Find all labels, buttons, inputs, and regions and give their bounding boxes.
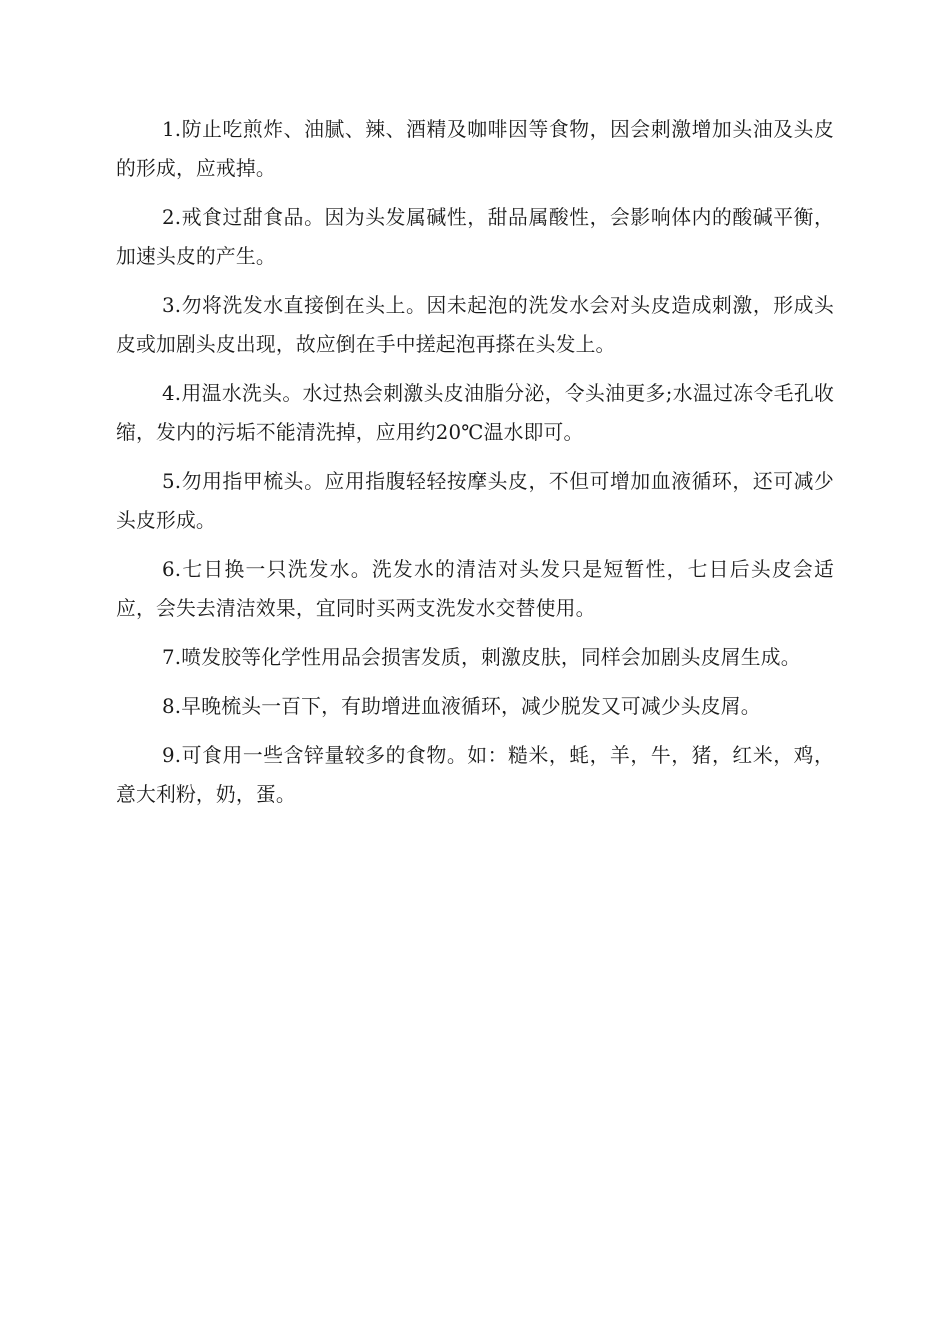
paragraph-tip-1: 1.防止吃煎炸、油腻、辣、酒精及咖啡因等食物，因会刺激增加头油及头皮的形成，应戒掉。 (116, 118, 834, 180)
paragraph-tip-9: 9.可食用一些含锌量较多的食物。如：糙米，蚝，羊，牛，猪，红米，鸡，意大利粉，奶，蛋。 (116, 744, 834, 806)
paragraph-tip-3: 3.勿将洗发水直接倒在头上。因未起泡的洗发水会对头皮造成刺激，形成头皮或加剧头皮出现，故应倒在手中搓起泡再搽在头发上。 (116, 294, 834, 356)
paragraph-tip-5: 5.勿用指甲梳头。应用指腹轻轻按摩头皮，不但可增加血液循环，还可减少头皮形成。 (116, 470, 834, 532)
paragraph-tip-8: 8.早晚梳头一百下，有助增进血液循环，减少脱发又可减少头皮屑。 (162, 695, 761, 718)
document-body (116, 110, 834, 824)
paragraph-tip-7: 7.喷发胶等化学性用品会损害发质，刺激皮肤，同样会加剧头皮屑生成。 (162, 646, 801, 669)
paragraph-tip-6: 6.七日换一只洗发水。洗发水的清洁对头发只是短暂性，七日后头皮会适应，会失去清洁效果，宜同时买两支洗发水交替使用。 (116, 558, 834, 620)
paragraph-tip-2: 2.戒食过甜食品。因为头发属碱性，甜品属酸性，会影响体内的酸碱平衡，加速头皮的产生。 (116, 206, 834, 268)
paragraph-tip-4: 4.用温水洗头。水过热会刺激头皮油脂分泌，令头油更多;水温过冻令毛孔收缩，发内的污垢不能清洗掉，应用约20℃温水即可。 (116, 382, 834, 444)
